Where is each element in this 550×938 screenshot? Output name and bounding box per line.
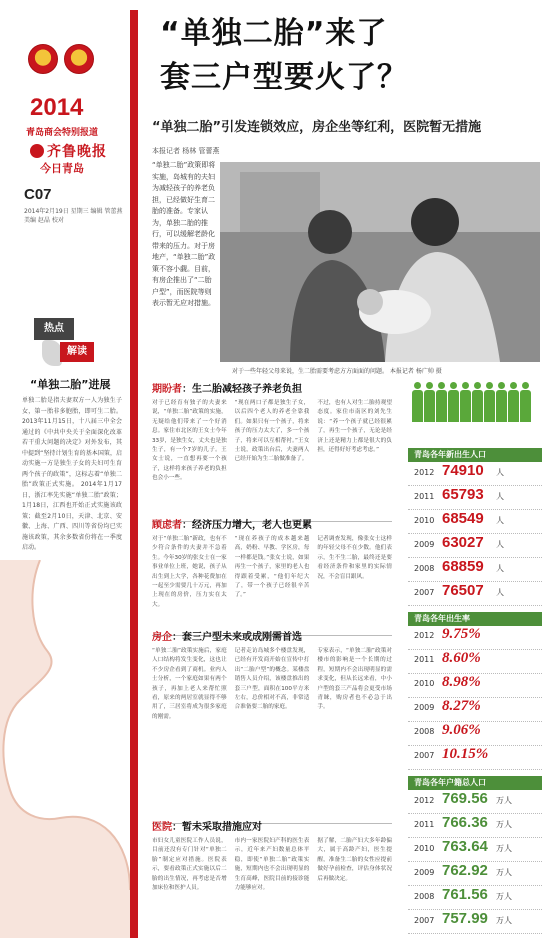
stat-row — [408, 698, 542, 722]
stat-value: 10.15% — [442, 746, 489, 762]
section-keyword: 顾虑者 — [152, 520, 182, 531]
stat-row — [408, 626, 542, 650]
person-icon — [484, 382, 494, 422]
badge-hot-label: 热点 — [34, 318, 74, 340]
stat-value: 757.99 — [442, 910, 488, 927]
section-keyword: 期盼者 — [152, 384, 182, 395]
section-keyword: 医院 — [152, 822, 172, 833]
section-title-text: ：暂未采取措施应对 — [172, 822, 262, 833]
headline — [160, 12, 540, 100]
stat-unit: 万人 — [496, 820, 512, 829]
stat-value: 766.36 — [442, 814, 488, 831]
edition-year: 2014 — [30, 94, 84, 121]
stat-year: 2012 — [414, 468, 435, 477]
section-worried — [152, 516, 392, 636]
side-heading: “单独二胎”进展 — [30, 378, 111, 391]
section-body — [152, 647, 392, 819]
section-title-text: ：生二胎减轻孩子养老负担 — [182, 384, 302, 395]
paper-brand — [30, 141, 107, 161]
birth-rate-table — [408, 612, 542, 770]
section-body — [152, 399, 392, 517]
edition-label: 青岛商会特别报道 — [26, 128, 99, 138]
stat-value: 761.56 — [442, 886, 488, 903]
section-body — [152, 535, 392, 631]
section-title — [152, 818, 392, 833]
stat-unit: 万人 — [496, 868, 512, 877]
person-icon — [448, 382, 458, 422]
headline-line-2: 套三户型要火了？ — [160, 60, 408, 95]
stat-value: 68859 — [442, 558, 484, 575]
stat-value: 9.06% — [442, 722, 481, 738]
person-icon — [508, 382, 518, 422]
accent-bar — [130, 10, 138, 938]
stat-value: 9.75% — [442, 626, 481, 642]
stat-year: 2010 — [414, 844, 435, 853]
stat-row — [408, 814, 542, 838]
section-column: 记者走访岛城多个楼盘发现，已经有开发商开始在宣传中打出“二胎户型”的概念。某楼盘销售人员介绍，该楼盘推出的套三户型，面积在100平方米左右，总价相对不高，非常适合准备要二胎的家庭。 — [234, 648, 310, 711]
stat-unit: 万人 — [496, 892, 512, 901]
section-expectant — [152, 380, 392, 522]
people-illustration — [412, 382, 530, 422]
headline-line-1: “单独二胎”来了 — [160, 16, 388, 51]
section-column: 对于已经育有独子的夫妻来说，“单独二胎”政策的实施，无疑给他们带来了一个好消息。家住市北区的王女士今年33岁，是独生女，丈夫也是独生子，有一个7岁的儿子。王女士说，一直想再要一个孩子，这样将来孩子养老的负担也会小一些。 — [152, 400, 227, 482]
stat-year: 2012 — [414, 631, 435, 640]
stat-row — [408, 674, 542, 698]
birth-rate-title: 青岛各年出生率 — [408, 612, 542, 626]
section-column: 专家表示，“单独二胎”政策对楼市的影响是一个长期的过程，短期内不会出现明显的需求变化，但从长远来看，中小户型的套三产品将会更受市场青睐，购房者也不必急于出手。 — [317, 648, 393, 711]
dateline: 2014年2月19日 星期三 编辑 管蕾燕 美编 赵晶 校对 — [24, 208, 123, 224]
stat-row — [408, 534, 542, 558]
stat-unit: 人 — [496, 540, 504, 549]
person-icon — [460, 382, 470, 422]
family-photo — [220, 162, 540, 362]
stat-unit: 人 — [496, 564, 504, 573]
stat-year: 2010 — [414, 516, 435, 525]
person-icon — [424, 382, 434, 422]
section-column: 不过，也有人对生二胎持观望态度。家住市南区的刘先生说：“养一个孩子就已经很累了，再生一个孩子，无论是经济上还是精力上都是很大的负担，还得好好考虑考虑。” — [317, 400, 393, 454]
section-title-text: ：经济压力增大，老人也更累 — [182, 520, 312, 531]
paper-name: 齐鲁晚报 — [47, 144, 107, 160]
births-table — [408, 448, 542, 606]
person-icon — [496, 382, 506, 422]
stat-value: 762.92 — [442, 862, 488, 879]
stat-row — [408, 790, 542, 814]
stat-year: 2008 — [414, 727, 435, 736]
stat-unit: 人 — [496, 516, 504, 525]
left-column — [0, 0, 130, 938]
stat-value: 8.27% — [442, 698, 481, 714]
badge-read-label: 解读 — [60, 342, 94, 362]
stat-row — [408, 886, 542, 910]
section-name: 今日青岛 — [40, 162, 84, 175]
paper-logo-icon — [30, 144, 44, 158]
stat-year: 2009 — [414, 703, 435, 712]
person-icon — [472, 382, 482, 422]
national-emblem-icon — [64, 44, 94, 74]
section-column: 市内一家医院妇产科的医生表示，近年来产妇数量总体平稳，即使“单独二胎”政策实施，短期内也不会出现明显的生育高峰，医院目前的接诊能力能够应对。 — [234, 838, 310, 892]
section-column: 对于“单独二胎”新政，也有不少符合条件的夫妻并不急着生。今年30岁的张女士在一家事业单位上班，她说，孩子从出生到上大学，各种花费加在一起至少需要几十万元，再加上现在的房价，压力实在太大。 — [152, 536, 227, 608]
stat-value: 769.56 — [442, 790, 488, 807]
stat-value: 68549 — [442, 510, 484, 527]
section-column: “现在养孩子的成本越来越高，奶粉、早教、学区房，每一样都是钱。”张女士说，如果再生一个孩子，家里的老人也得跟着受累，“他们年纪大了，带一个孩子已经很辛苦了。” — [234, 536, 310, 599]
section-title-text: ：套三户型未来或成刚需首选 — [172, 632, 302, 643]
stat-unit: 万人 — [496, 916, 512, 925]
page-code: C07 — [24, 186, 52, 203]
population-table — [408, 776, 542, 934]
stat-unit: 人 — [496, 588, 504, 597]
stat-year: 2009 — [414, 868, 435, 877]
stat-unit: 万人 — [496, 796, 512, 805]
byline: 本报记者 杨林 管蕾燕 — [152, 147, 220, 155]
stat-row — [408, 722, 542, 746]
side-text: 单独二胎是指夫妻双方一人为独生子女，第一胎非多胞胎，即可生二胎。 2013年11月15日，十八届三中全会通过的《中共中央关于全面深化改革若干重大问题的决定》对外发布，其中提到“坚持计划生育的基本国策，启动实施一方是独生子女的夫妇可生育两个孩子的政策”，这标志着“单独二胎”政策正式实施。 2014年1月17日，浙江率先实施“单独二胎”政策；1月18日，江西也开始正式实施该政策；截至2月10日，天津、北京、安徽、上海、广西、四川等省份均已实施该政策，其余多数省份将在一季度启动。 — [22, 397, 122, 551]
stat-year: 2007 — [414, 588, 435, 597]
stat-unit: 人 — [496, 492, 504, 501]
section-column: 据了解，二胎产妇大多年龄偏大，属于高龄产妇，医生提醒，准备生二胎的女性应提前做好孕前检查，评估身体状况后再做决定。 — [317, 838, 393, 882]
stat-year: 2007 — [414, 916, 435, 925]
stat-year: 2012 — [414, 796, 435, 805]
photo-caption: 对于一些年轻父母来说，生二胎需要考虑方方面面的问题。 本报记者 杨广帅 摄 — [232, 368, 442, 375]
party-emblem-icon — [28, 44, 58, 74]
stat-year: 2007 — [414, 751, 435, 760]
section-column: “现在两口子都是独生子女，以后四个老人的养老全靠我们。如果只有一个孩子，将来孩子的压力太大了，多一个孩子，将来可以互相帮衬。”王女士说，政策出台后，夫妻两人已经开始为生二胎做准备了。 — [234, 400, 310, 463]
stat-row — [408, 558, 542, 582]
stat-year: 2011 — [414, 655, 435, 664]
population-title: 青岛各年户籍总人口 — [408, 776, 542, 790]
section-hospitals — [152, 818, 392, 937]
stat-row — [408, 582, 542, 606]
stat-value: 65793 — [442, 486, 484, 503]
section-title — [152, 380, 392, 395]
stat-row — [408, 746, 542, 770]
section-title — [152, 516, 392, 531]
subheadline: “单独二胎”引发连锁效应，房企坐等红利，医院暂无措施 — [152, 120, 482, 135]
section-column: “单独二胎”政策实施后，家庭人口结构将发生变化，这也让不少房企看到了商机。业内人士分析，一个家庭如果有两个孩子，再加上老人来帮忙照看，原来的两居室就显得不够用了，三居室将成为很多家庭的刚需。 — [152, 648, 227, 720]
stat-value: 8.60% — [442, 650, 481, 666]
lead-paragraph: “单独二胎”政策即将实施，岛城有的夫妇为减轻孩子的养老负担，已经做好生育二胎的准备。专家认为，单独二胎的推行，可以缓解老龄化带来的压力。对于房地产，“单独二胎”政策不容小觑。目前，有房企推出了“二胎户型”，而医院等则表示暂无应对措施。 — [152, 161, 216, 307]
person-icon — [436, 382, 446, 422]
stat-year: 2008 — [414, 892, 435, 901]
emblems — [28, 44, 94, 74]
stat-value: 76507 — [442, 582, 484, 599]
section-column: 记者调查发现，像张女士这样的年轻父母不在少数。他们表示，生不生二胎，最终还是要看经济条件和家里的实际情况，不会盲目跟风。 — [317, 536, 393, 580]
hot-topic-badge — [34, 318, 104, 370]
stat-row — [408, 462, 542, 486]
section-body — [152, 837, 392, 937]
stat-row — [408, 838, 542, 862]
person-icon — [520, 382, 530, 422]
stat-value: 8.98% — [442, 674, 481, 690]
pregnant-silhouette-illustration — [0, 560, 130, 938]
section-title — [152, 628, 392, 643]
section-developers — [152, 628, 392, 824]
stat-year: 2011 — [414, 492, 435, 501]
stat-year: 2008 — [414, 564, 435, 573]
stat-value: 63027 — [442, 534, 484, 551]
stat-unit: 人 — [496, 468, 504, 477]
stat-row — [408, 486, 542, 510]
stat-row — [408, 862, 542, 886]
stat-unit: 万人 — [496, 844, 512, 853]
stat-year: 2009 — [414, 540, 435, 549]
stat-row — [408, 510, 542, 534]
births-title: 青岛各年新出生人口 — [408, 448, 542, 462]
section-column: 市妇女儿童医院工作人员说，目前还没有专门针对“单独二胎”制定应对措施。医院表示，要看政策正式实施以后二胎的出生情况，再考虑是否增加床位和医护人员。 — [152, 838, 227, 892]
stat-value: 763.64 — [442, 838, 488, 855]
stat-row — [408, 650, 542, 674]
section-keyword: 房企 — [152, 632, 172, 643]
person-icon — [412, 382, 422, 422]
stat-row — [408, 910, 542, 934]
brush-stroke-icon — [42, 340, 62, 366]
stat-year: 2011 — [414, 820, 435, 829]
stat-year: 2010 — [414, 679, 435, 688]
stat-value: 74910 — [442, 462, 484, 479]
